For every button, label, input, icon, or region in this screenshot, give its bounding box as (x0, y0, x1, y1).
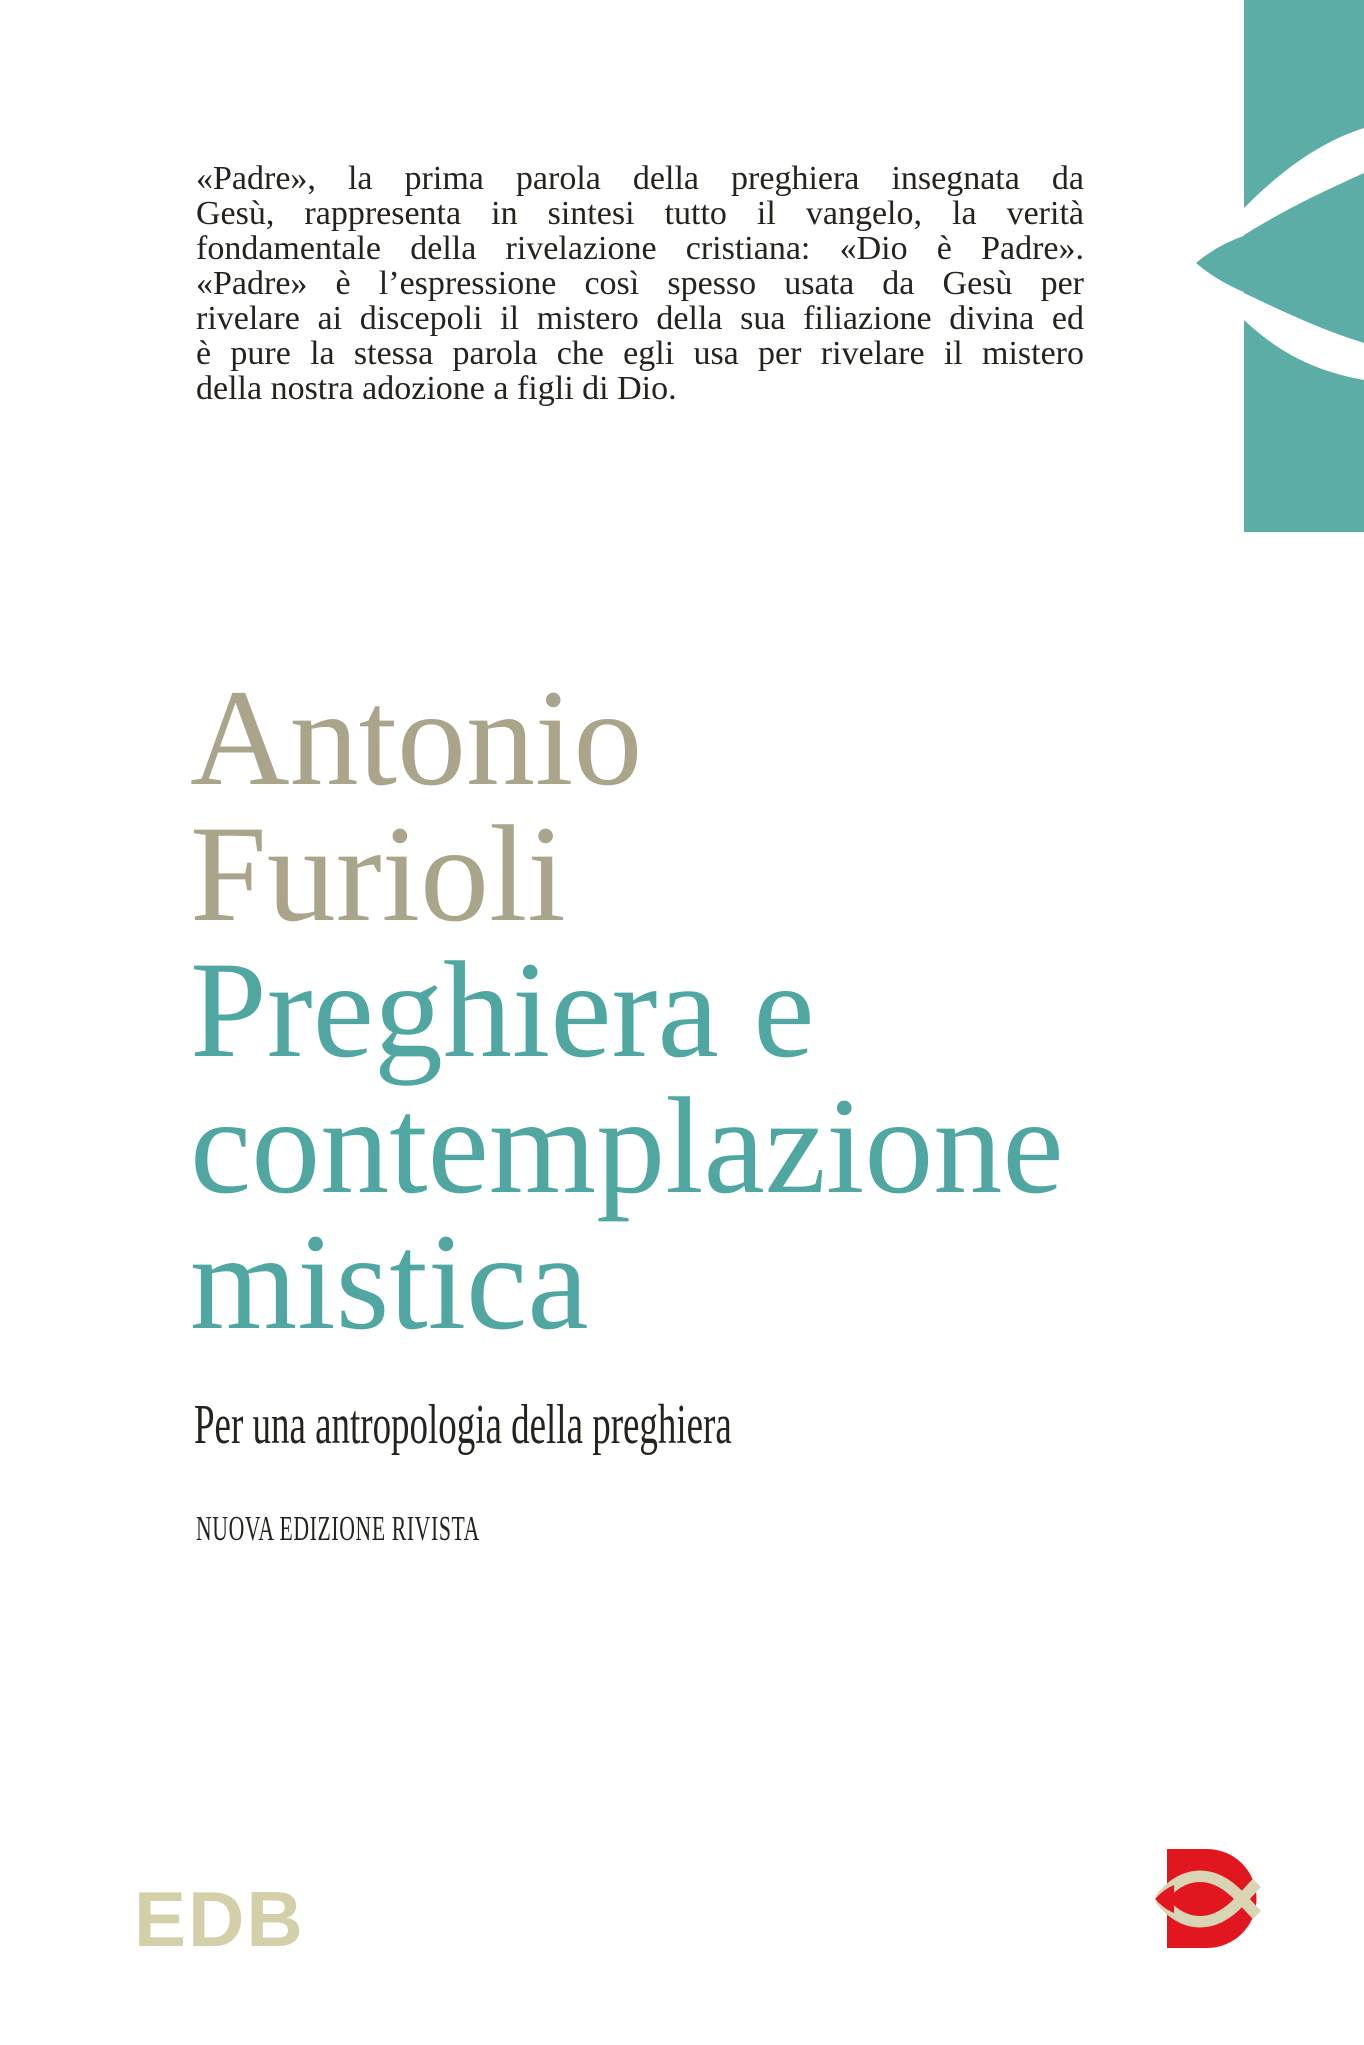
author-first-name: Antonio (190, 661, 643, 814)
blurb-line: «Padre» è l’espressione così spesso usata da Gesù per (196, 265, 1084, 302)
blurb-line: è pure la stessa parola che egli usa per rivelare il mistero (196, 335, 1084, 372)
title-line-2: contemplazione (190, 1069, 1064, 1222)
blurb-line: fondamentale della rivelazione cristiana: «Dio è Padre». (196, 230, 1084, 267)
edb-fish-logo-icon (1150, 1845, 1265, 1955)
blurb-line: della nostra adozione a figli di Dio. (196, 370, 677, 407)
blurb-line: rivelare ai discepoli il mistero della sua filiazione divina ed (196, 300, 1084, 337)
eye-corner-wedge (1196, 235, 1246, 293)
back-blurb-paragraph (196, 161, 1084, 406)
author-last-name: Furioli (190, 797, 566, 950)
eye-upper-lid (1244, 128, 1364, 235)
title-line-3: mistica (190, 1205, 589, 1358)
eye-lower-lid (1244, 293, 1364, 380)
blurb-line: «Padre», la prima parola della preghiera insegnata da (196, 160, 1084, 197)
subtitle: Per una antropologia della preghiera (194, 1394, 732, 1456)
title-line-1: Preghiera e (190, 933, 815, 1086)
teal-bar (1244, 0, 1364, 532)
edition-note: NUOVA EDIZIONE RIVISTA (196, 1509, 480, 1548)
blurb-line: Gesù, rappresenta in sintesi tutto il vangelo, la verità (196, 195, 1084, 232)
publisher-wordmark: EDB (134, 1875, 305, 1963)
title-block (190, 661, 1064, 1358)
